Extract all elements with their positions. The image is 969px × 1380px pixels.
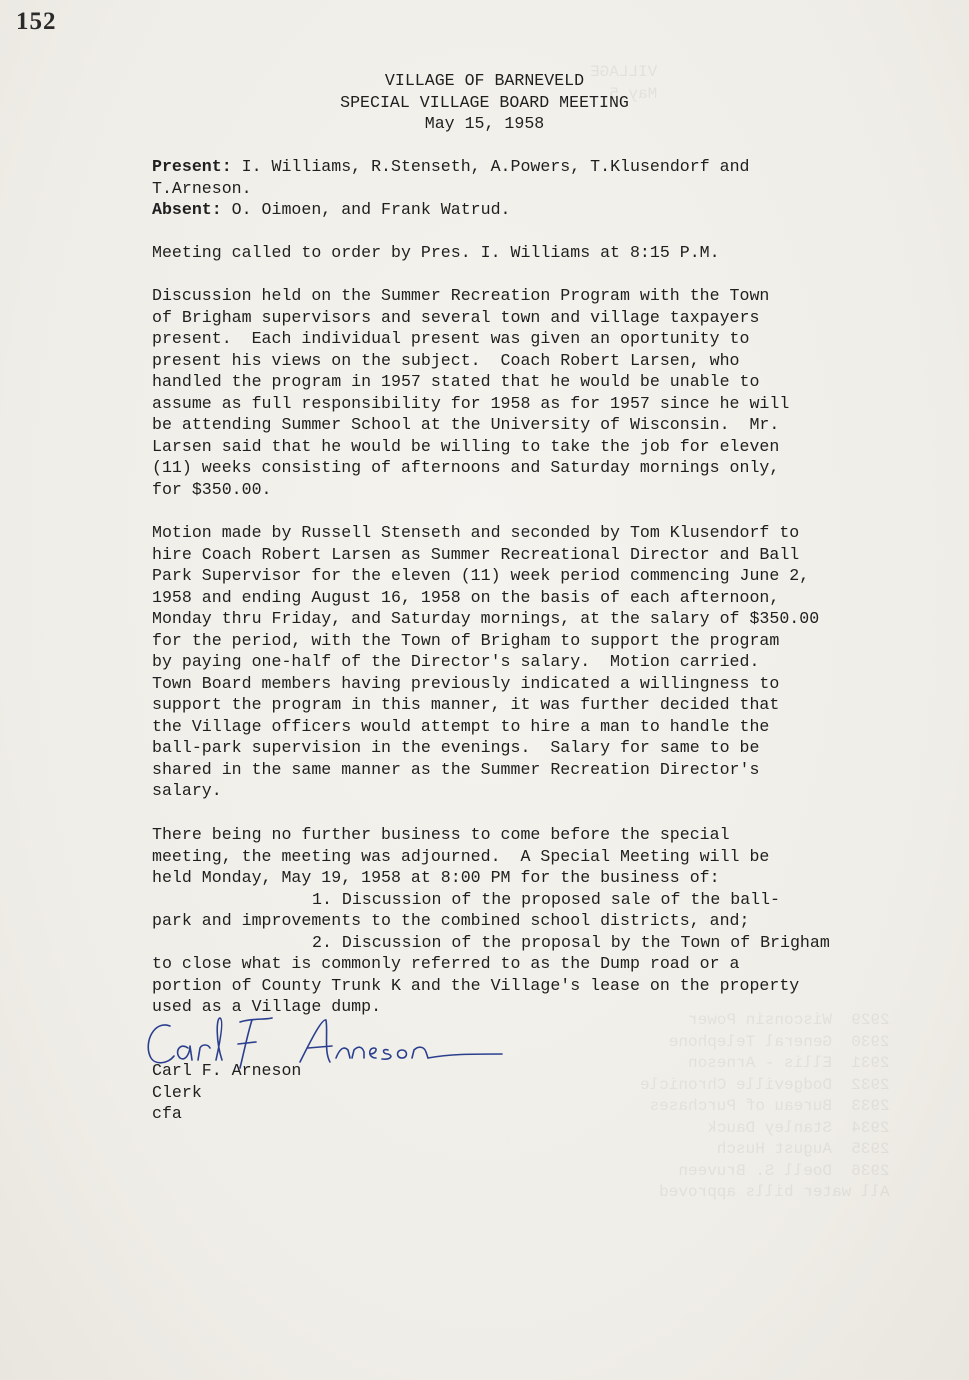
paragraph-line: present his views on the subject. Coach Robert Larsen, who (152, 350, 740, 370)
agenda-item-1: 1. Discussion of the proposed sale of the ball- (312, 889, 781, 909)
present-label: Present: (152, 157, 232, 176)
paragraph-line: Larsen said that he would be willing to take the job for eleven (152, 436, 780, 456)
agenda-item-2-cont: to close what is commonly referred to as the Dump road or a (152, 954, 740, 973)
typist-initials: cfa (152, 1104, 182, 1123)
meeting-title: SPECIAL VILLAGE BOARD MEETING (340, 92, 629, 112)
paragraph-line: the Village officers would attempt to hire a man to handle the (152, 716, 770, 736)
document-header (0, 70, 969, 135)
adjournment-paragraph (152, 824, 892, 1018)
present-names-cont: T.Arneson. (152, 178, 252, 198)
present-line (152, 156, 892, 178)
absent-line (152, 199, 892, 221)
agenda-item-2-cont: used as a Village dump. (152, 997, 382, 1016)
paragraph-line: for the period, with the Town of Brigham to support the program (152, 630, 780, 650)
paragraph-line: Monday thru Friday, and Saturday mornings, at the salary of $350.00 (152, 609, 820, 628)
paragraph-line: ball-park supervision in the evenings. Salary for same to be (152, 738, 760, 757)
absent-names: O. Oimoen, and Frank Watrud. (221, 200, 511, 219)
paragraph-line: There being no further business to come before the special (152, 825, 730, 844)
paragraph-line: hire Coach Robert Larsen as Summer Recreational Director and Ball (152, 544, 800, 564)
paragraph-line: support the program in this manner, it was further decided that (152, 695, 780, 714)
absent-label: Absent: (152, 200, 222, 219)
bleed-through-text: 2929 Wisconsin Power 2930 General Telephone 2931 Ellis - Arneson 2932 Dodgeville Chronicle 2933 Bureau of Purchases 2934 Stanley Dauck 2935 August Husch 2936 Doell S. Bruveen All water bills approved (640, 1011, 890, 1201)
clerk-name: Carl F. Arneson (152, 1061, 302, 1080)
paragraph-line: salary. (152, 781, 222, 800)
meeting-date: May 15, 1958 (424, 114, 545, 133)
attendance-section (152, 156, 892, 221)
paragraph-line: by paying one-half of the Director's salary. Motion carried. (152, 652, 760, 671)
paragraph-line: (11) weeks consisting of afternoons and Saturday mornings only, (152, 458, 780, 477)
village-name: VILLAGE OF BARNEVELD (384, 71, 585, 90)
paragraph-line: Park Supervisor for the eleven (11) week period commencing June 2, (152, 566, 810, 585)
paragraph-line: for $350.00. (152, 479, 272, 499)
agenda-item-2: 2. Discussion of the proposal by the Town of Brigham (312, 932, 830, 952)
paragraph-line: present. Each individual present was given an oportunity to (152, 329, 750, 348)
agenda-item-1-cont: park and improvements to the combined school districts, and; (152, 911, 750, 930)
paragraph-line: held Monday, May 19, 1958 at 8:00 PM for the business of: (152, 868, 720, 887)
paragraph-line: 1958 and ending August 16, 1958 on the basis of each afternoon, (152, 587, 780, 607)
call-to-order-section (152, 242, 892, 264)
paragraph-line: of Brigham supervisors and several town and village taxpayers (152, 307, 760, 327)
page-number: 152 (16, 8, 57, 35)
paragraph-line: Town Board members having previously indicated a willingness to (152, 673, 780, 693)
paragraph-line: Discussion held on the Summer Recreation Program with the Town (152, 286, 770, 305)
paragraph-line: Motion made by Russell Stenseth and seconded by Tom Klusendorf to (152, 523, 800, 542)
present-names: I. Williams, R.Stenseth, A.Powers, T.Klusendorf and (231, 157, 750, 176)
paragraph-line: assume as full responsibility for 1958 as for 1957 since he will (152, 393, 790, 413)
motion-paragraph (152, 522, 892, 802)
call-to-order-text: Meeting called to order by Pres. I. Williams at 8:15 P.M. (152, 243, 720, 262)
paragraph-line: handled the program in 1957 stated that he would be unable to (152, 372, 760, 391)
agenda-item-2-cont: portion of County Trunk K and the Village's lease on the property (152, 975, 800, 995)
paragraph-line: shared in the same manner as the Summer Recreation Director's (152, 759, 760, 779)
bleed-through-text: VILLAGE May 5 (590, 63, 658, 103)
paragraph-line: be attending Summer School at the University of Wisconsin. Mr. (152, 415, 780, 434)
signature-block (152, 1060, 301, 1125)
discussion-paragraph (152, 285, 892, 500)
paragraph-line: meeting, the meeting was adjourned. A Special Meeting will be (152, 846, 770, 866)
clerk-title: Clerk (152, 1082, 202, 1102)
